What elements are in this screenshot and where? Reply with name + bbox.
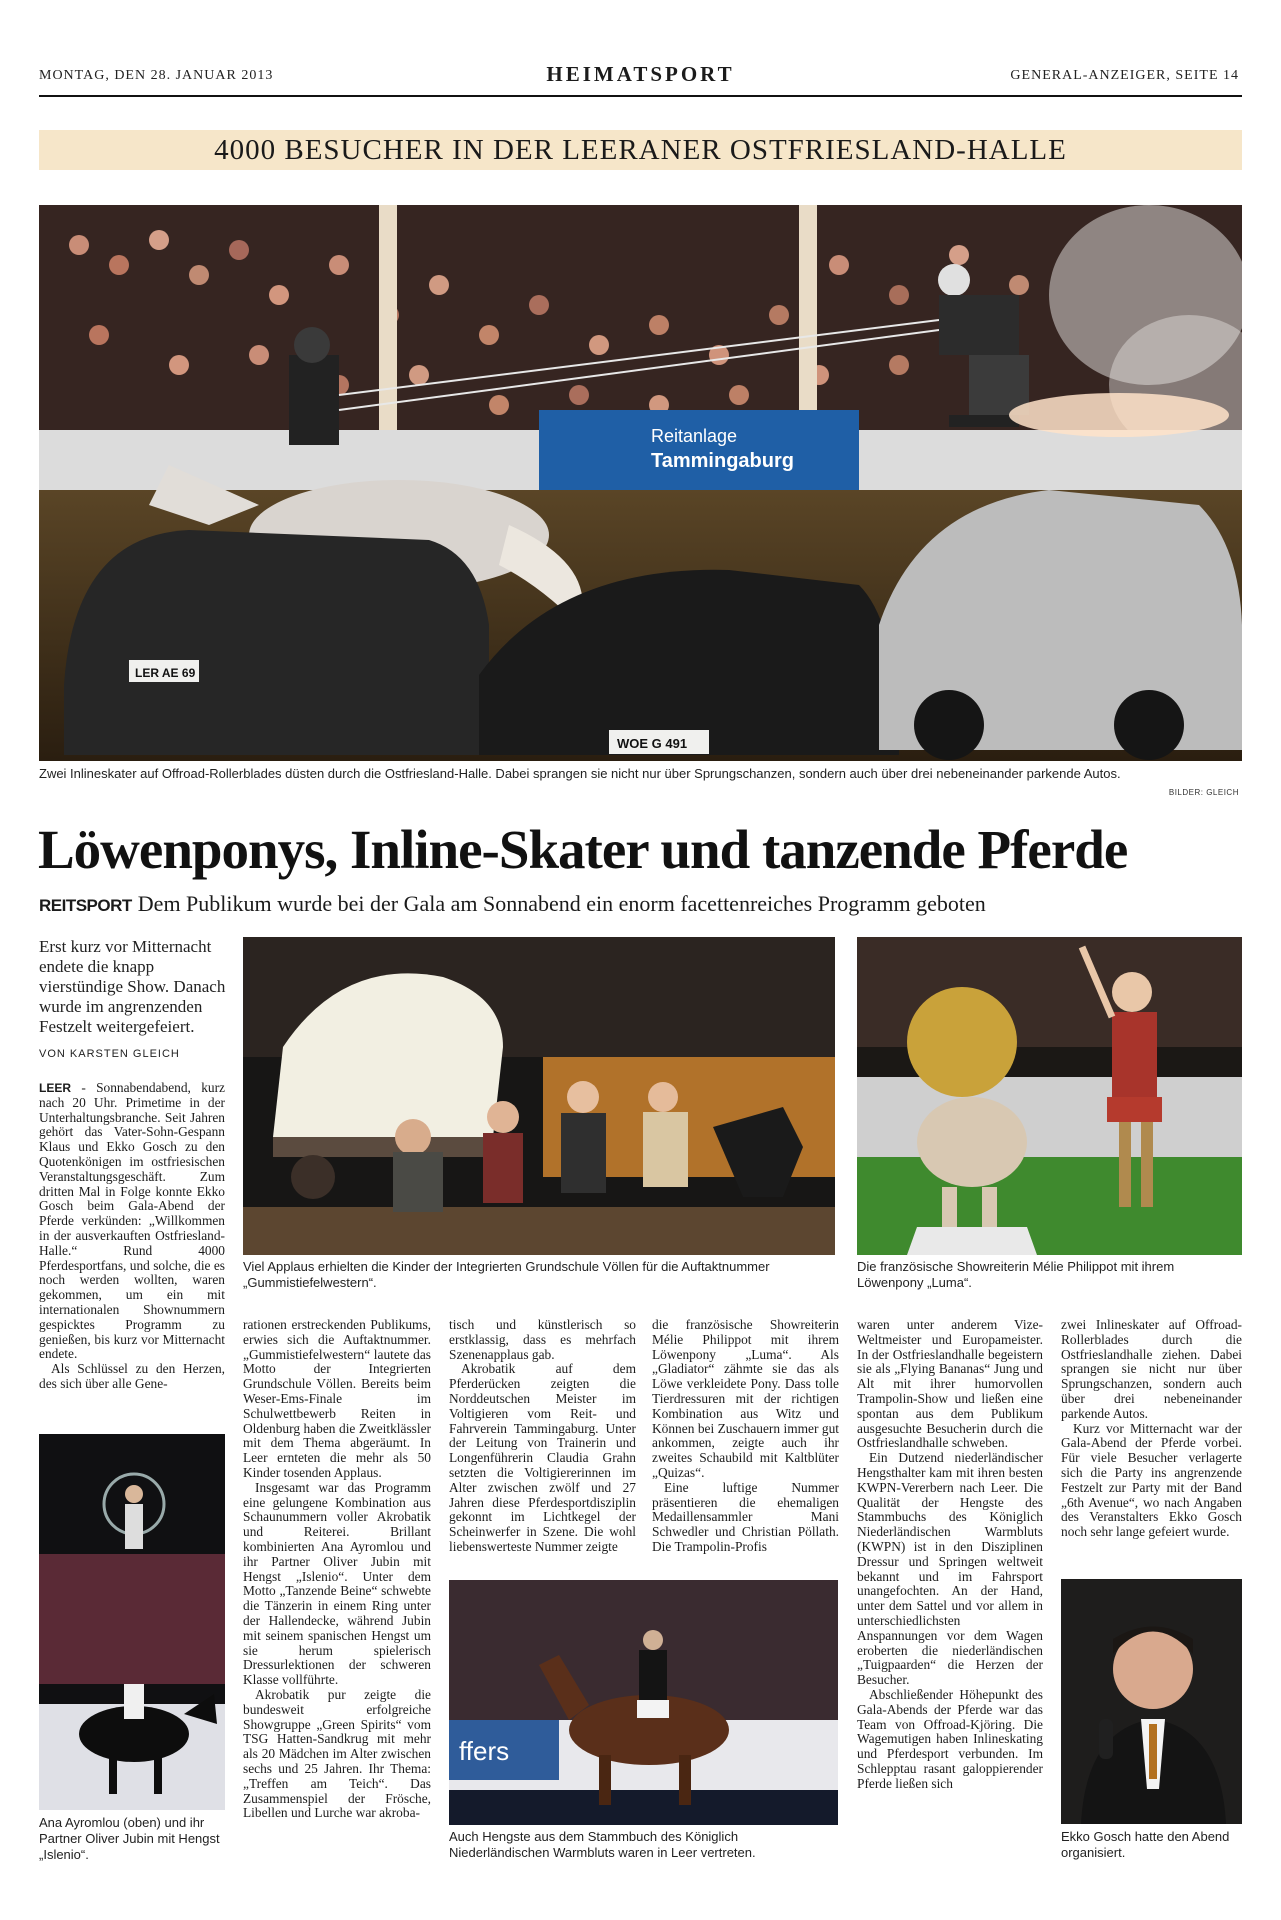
col2-paragraph-1: rationen erstreckenden Publikums, erwies sich die Auftaktnummer. „Gummistiefelwestern“ lautete das Motto der Integrierten Grundschule Völlen. Bereits beim Weser-Ems-Finale im Schulwettbewerb Reiten in Oldenburg haben die Zweitklässler mit dem Thema abgeräumt. In Leer ernteten die mehr als 50 Kinder tosenden Applaus. xyxy=(243,1317,431,1480)
col2-paragraph-2: Insgesamt war das Programm eine gelungene Kombination aus Schaunummern voller Akrobatik und Reiterei. Brillant kombinierten Ana Ayromlou und ihr Partner Oliver Jubin mit Hengst „Islenio“. Unter dem Motto „Tanzende Beine“ schwebte die Tänzerin in einem Ring unter der Hallendecke, während Jubin mit seinem spanischen Hengst um sie herum spielerisch Dressurlektionen der schweren Klasse vollführte. xyxy=(243,1479,431,1688)
kids-photo xyxy=(243,937,835,1255)
main-photo xyxy=(39,205,1242,761)
col5-paragraph-3: Abschließender Höhepunkt des Gala-Abends der Pferde war das Team von Offroad-Kjöring. Die Wagemutigen haben Inlineskating und Pferdesport verbunden. Im Schlepptau rasant galoppierender Pferde ließen sich xyxy=(857,1686,1043,1791)
aerial-illustration xyxy=(39,1434,225,1810)
section-title: HEIMATSPORT xyxy=(546,62,735,86)
article-lead xyxy=(39,1081,225,1362)
portrait-photo xyxy=(1061,1579,1242,1824)
issue-date: MONTAG, DEN 28. JANUAR 2013 xyxy=(39,68,274,83)
col5-paragraph-2: Ein Dutzend niederländischer Hengsthalter kam mit ihren besten KWPN-Vererbern nach Leer. Die Qualität der Hengste des Stammbuchs des Königlich Niederländischen Warmbluts (KWPN) ist in den Disziplinen Dressur und Springen weltweit bekannt und im Fahrsport unangefochten. An der Hand, unter dem Sattel und vor allem in unterschiedlichsten Anspannungen vor dem Wagen eroberten die niederländischen „Tuigpaarden“ die Herzen der Besucher. xyxy=(857,1450,1043,1688)
aerial-caption: Ana Ayromlou (oben) und ihr Partner Oliver Jubin mit Hengst „Islenio“. xyxy=(39,1815,220,1862)
lead-text: - Sonnabendabend, kurz nach 20 Uhr. Primetime in der Unterhaltungsbranche. Seit Jahren gehört das Vater-Sohn-Gespann Klaus und Ekko Gosch zu den Quotenkönigen im ostfriesischen Veranstaltungsgeschäft. Zum dritten Mal in Folge konnte Ekko Gosch beim Gala-Abend der Pferde verkünden: „Willkommen in der ausverkauften Ostfriesland-Halle.“ Rund 4000 Pferdesportfans, und solche, die es noch werden wollten, waren gekommen, um ein mit internationalen Shownummern gespicktes Programm zu genießen, bis kurz vor Mitternacht endete. xyxy=(39,1080,225,1362)
dressage-caption: Auch Hengste aus dem Stammbuch des Königlich Niederländischen Warmbluts waren in Leer vertreten. xyxy=(449,1829,756,1860)
dressage-banner-text: ffers xyxy=(459,1736,510,1766)
dressage-photo xyxy=(449,1580,838,1825)
col3-paragraph-1: tisch und künstlerisch so erstklassig, dass es mehrfach Szenenapplaus gab. xyxy=(449,1317,636,1362)
portrait-caption: Ekko Gosch hatte den Abend organisiert. xyxy=(1061,1829,1230,1860)
aerial-photo xyxy=(39,1434,225,1810)
masthead-rule xyxy=(39,95,1242,97)
col5-paragraph-1: waren unter anderem Vize-Weltmeister und Europameister. In der Ostfrieslandhalle begeistern sie als „Flying Bananas“ Jung und Alt mit ihrer humorvollen Trampolin-Show und ließen eine spontan aus dem Publikum ausgesuchte Besucherin durch die Ostfrieslandhalle schweben. xyxy=(857,1317,1043,1451)
article-column-1 xyxy=(39,1081,225,1392)
lion-pony-caption: Die französische Showreiterin Mélie Philippot mit ihrem Löwenpony „Luma“. xyxy=(857,1259,1175,1290)
plate-smart-text: LER AE 69 xyxy=(135,666,196,680)
topic-banner: 4000 BESUCHER IN DER LEERANER OSTFRIESLAND-HALLE xyxy=(39,130,1242,170)
col3-paragraph-2: Akrobatik auf dem Pferderücken zeigten die Norddeutschen Meister im Voltigieren vom Reit- und Fahrverein Tammingaburg. Unter der Leitung von Trainerin und Longenführerin Claudia Grahn setzten die Voltigiererinnen im Alter zwischen zwölf und 27 Jahren diese Pferdesportdisziplin gekonnt im Lichtkegel der Scheinwerfer in Szene. Die wohl liebenswerteste Nummer zeigte xyxy=(449,1361,636,1554)
lion-pony-photo xyxy=(857,937,1242,1255)
kicker: REITSPORT xyxy=(39,896,132,915)
banner-line-2: Tammingaburg xyxy=(651,450,794,472)
paper-page: GENERAL-ANZEIGER, SEITE 14 xyxy=(1010,68,1239,83)
article-column-6 xyxy=(1061,1318,1242,1540)
article-column-2 xyxy=(243,1318,431,1821)
col1-paragraph-2: Als Schlüssel zu den Herzen, des sich über alle Gene- xyxy=(39,1361,225,1391)
article-subheadline xyxy=(39,890,1249,920)
portrait-illustration xyxy=(1061,1579,1242,1824)
banner-line-1: Reitanlage xyxy=(651,426,738,446)
main-photo-caption: Zwei Inlineskater auf Offroad-Rollerblades düsten durch die Ostfriesland-Halle. Dabei sprangen sie nicht nur über Sprungschanzen, sondern auch über drei nebeneinander parkende Autos. xyxy=(39,766,1121,781)
article-column-3 xyxy=(449,1318,636,1555)
dressage-illustration xyxy=(449,1580,838,1825)
col6-paragraph-2: Kurz vor Mitternacht war der Gala-Abend der Pferde vorbei. Für viele Besucher verlagerte sich die Party ins angrenzende Festzelt zur Party mit der Band „6th Avenue“, wo nach Angaben des Veranstalters Ekko Gosch noch sehr lange gefeiert wurde. xyxy=(1061,1420,1242,1540)
kids-photo-illustration xyxy=(243,937,835,1255)
article-intro: Erst kurz vor Mitternacht endete die knapp vierstündige Show. Danach wurde im angrenzenden Festzelt weitergefeiert. xyxy=(39,937,226,1036)
col6-paragraph-1: zwei Inlineskater auf Offroad-Rollerblades durch die Ostfrieslandhalle ziehen. Dabei sprangen sie nicht nur über Sprungschanzen, sondern auch über drei nebeneinander parkende Autos. xyxy=(1061,1317,1242,1421)
article-column-5 xyxy=(857,1318,1043,1792)
article-column-4 xyxy=(652,1318,839,1555)
article-headline: Löwenponys, Inline-Skater und tanzende Pferde xyxy=(38,819,1128,880)
plate-audi-text: WOE G 491 xyxy=(617,736,688,751)
col2-paragraph-3: Akrobatik pur zeigte die bundesweit erfolgreiche Showgruppe „Green Spirits“ vom TSG Hatten-Sandkrug mit mehr als 20 Mädchen im Alter zwischen sechs und 25 Jahren. Ihr Thema: „Treffen am Teich“. Das Zusammenspiel der Frösche, Libellen und Lurche war akroba- xyxy=(243,1686,431,1821)
col4-paragraph-1: die französische Showreiterin Mélie Philippot mit ihrem Löwenpony „Luma“. Als „Gladiator“ zähmte sie das als Löwe verkleidete Pony. Dass tolle Tierdressuren mit der richtigen Kombination aus Witz und Können bei Zuschauern immer gut ankommen, zeigte auch ihr zweites Schaubild mit Kaltblüter „Quizas“. xyxy=(652,1317,839,1480)
photo-credit: BILDER: GLEICH xyxy=(1168,788,1239,797)
kids-photo-caption: Viel Applaus erhielten die Kinder der Integrierten Grundschule Völlen für die Auftaktnummer „Gummistiefelwestern“. xyxy=(243,1259,770,1290)
subheadline-text: Dem Publikum wurde bei der Gala am Sonnabend ein enorm facettenreiches Programm geboten xyxy=(137,891,986,916)
lion-pony-illustration xyxy=(857,937,1242,1255)
col4-paragraph-2: Eine luftige Nummer präsentieren die ehemaligen Medaillensammler Mani Schwedler und Christian Pöllath. Die Trampolin-Profis xyxy=(652,1479,839,1554)
main-photo-illustration xyxy=(39,205,1242,761)
dateline-place: LEER xyxy=(39,1081,72,1095)
byline: VON KARSTEN GLEICH xyxy=(39,1048,180,1060)
